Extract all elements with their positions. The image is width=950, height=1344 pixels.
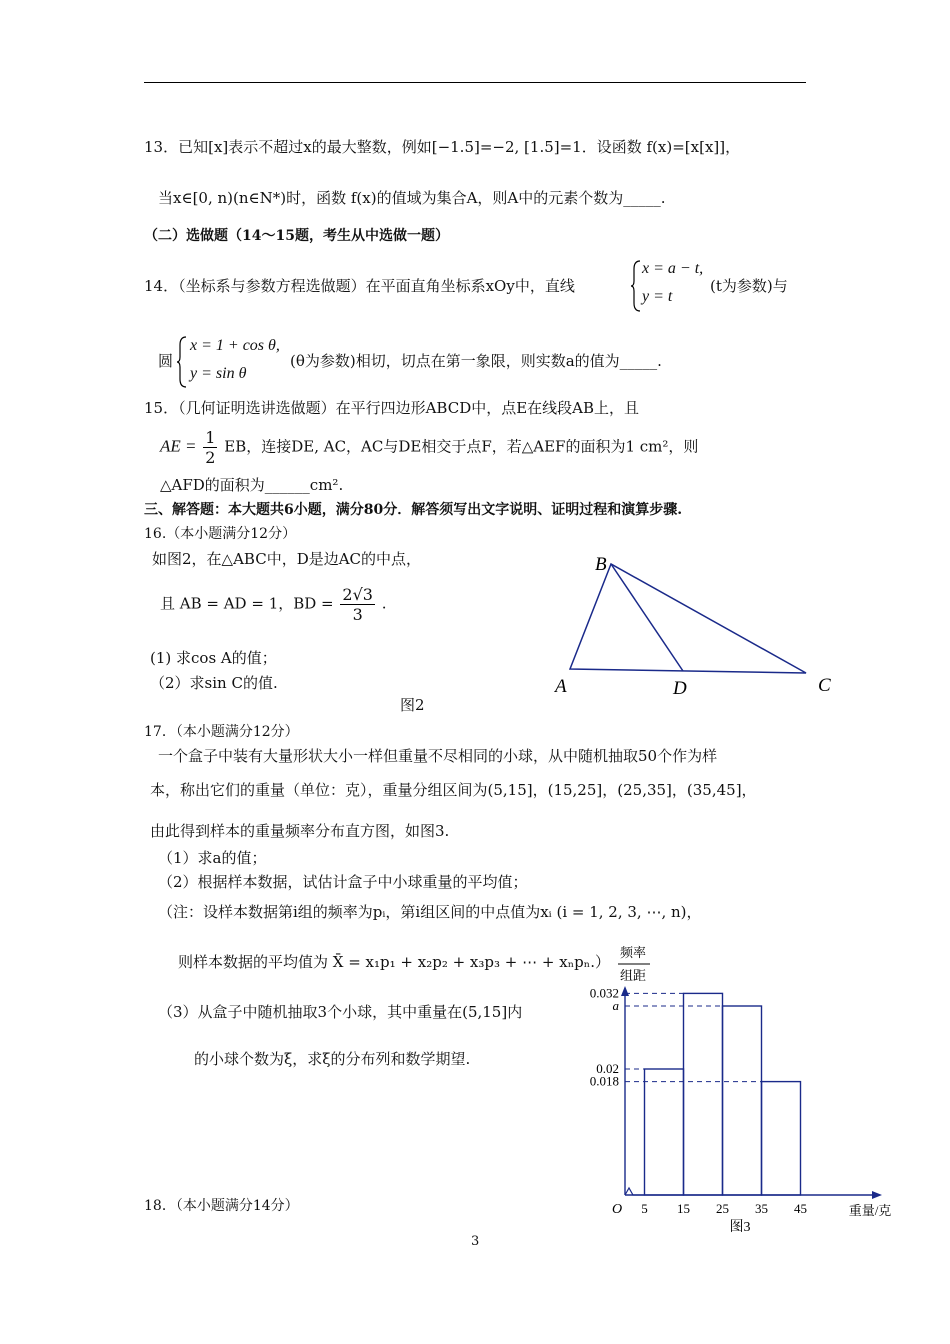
q17-part1: （1）求a的值； [158, 849, 267, 867]
q17-part2: （2）根据样本数据，试估计盒子中小球重量的平均值； [158, 873, 528, 891]
point-label-a: A [555, 676, 567, 697]
histogram-x-tick-5: 45 [794, 1201, 807, 1216]
histogram-y-tick-1: 0.032 [589, 985, 619, 1001]
q17-part3: （3）从盒子中随机抽取3个小球，其中重量在(5,15]内 [158, 1003, 523, 1021]
page-number: 3 [471, 1234, 480, 1249]
q15-fraction [203, 428, 217, 467]
triangle-figure [540, 545, 840, 705]
q13-line1: 13．已知[x]表示不超过x的最大整数，例如[−1.5]=−2, [1.5]=1．设函数 f(x)=[x[x]]， [144, 138, 741, 156]
segment-bd [611, 564, 683, 671]
histogram-bar-3 [723, 1006, 762, 1195]
point-label-c: C [818, 675, 831, 696]
q15-line3: △AFD的面积为______cm². [160, 476, 344, 494]
q16-line2-b: . [381, 594, 387, 613]
q16-line2-a: 且 AB = AD = 1，BD = [160, 594, 334, 613]
q16-figure-caption: 图2 [400, 696, 425, 714]
q18-head: 18．（本小题满分14分） [144, 1198, 299, 1214]
q14-line1-prefix: 14．（坐标系与参数方程选做题）在平面直角坐标系xOy中，直线 [144, 277, 575, 295]
histogram-y-tick-3: 0.02 [596, 1061, 619, 1076]
q16-part2: （2）求sin C的值. [150, 674, 278, 692]
histogram-y-tick-4: 0.018 [589, 1073, 619, 1089]
histogram-x-tick-3: 25 [716, 1201, 729, 1216]
q15-line2 [160, 428, 698, 467]
histogram-x-tick-2: 15 [677, 1201, 690, 1216]
histogram-origin-label: O [611, 1202, 623, 1217]
histogram-x-tick-4: 35 [755, 1201, 768, 1216]
q15-line1: 15．（几何证明选讲选做题）在平行四边形ABCD中，点E在线段AB上，且 [144, 399, 640, 417]
q14-line-eq2: y = t [642, 288, 673, 305]
point-label-d: D [673, 678, 687, 699]
histogram-x-arrow [872, 1191, 882, 1199]
q14-line1-suffix: (t为参数)与 [710, 277, 788, 295]
q15-line2-rest: EB，连接DE, AC，AC与DE相交于点F，若△AEF的面积为1 cm²，则 [224, 437, 699, 456]
histogram-figure [560, 940, 910, 1240]
histogram-y-tick-2: a [612, 998, 619, 1013]
q14-line2-prefix: 圆 [158, 352, 174, 370]
histogram-caption: 图3 [729, 1220, 751, 1235]
q16-line2 [160, 585, 387, 624]
header-rule [144, 82, 806, 83]
q15-frac-num: 1 [205, 428, 216, 447]
histogram-y-arrow [621, 986, 629, 996]
q14-line-brace [630, 259, 642, 313]
section-answer-heading: 三、解答题：本大题共6小题，满分80分．解答须写出文字说明、证明过程和演算步骤. [144, 502, 683, 518]
q16-fraction [340, 585, 375, 624]
q15-ae-label: AE = [160, 436, 197, 456]
q14-line-eq1: x = a − t, [642, 260, 704, 277]
q13-line2: 当x∈[0, n)(n∈N*)时，函数 f(x)的值域为集合A，则A中的元素个数为_____. [158, 189, 666, 207]
histogram-x-tick-1: 5 [641, 1201, 648, 1216]
histogram-ylabel-top: 频率 [619, 945, 647, 960]
histogram-x-label: 重量/克 [848, 1203, 892, 1218]
histogram-bar-2 [684, 993, 723, 1195]
q17-head: 17．（本小题满分12分） [144, 724, 299, 740]
histogram-ylabel-bottom: 组距 [619, 968, 647, 983]
q17-line1: 一个盒子中装有大量形状大小一样但重量不尽相同的小球，从中随机抽取50个作为样 [158, 747, 718, 765]
q14-circle-eq1: x = 1 + cos θ, [190, 337, 280, 354]
q17-line2: 本，称出它们的重量（单位：克），重量分组区间为(5,15]，(15,25]，(25,35]，(35,45]， [150, 781, 757, 799]
q14-line2-suffix: (θ为参数)相切，切点在第一象限，则实数a的值为_____. [290, 352, 662, 370]
section-optional-heading: （二）选做题（14～15题，考生从中选做一题） [144, 228, 449, 244]
q17-part3b: 的小球个数为ξ，求ξ的分布列和数学期望. [194, 1050, 471, 1068]
q16-line1: 如图2，在△ABC中，D是边AC的中点， [152, 550, 422, 568]
q16-frac-den: 3 [352, 605, 363, 625]
q16-part1: (1) 求cos A的值； [150, 649, 277, 667]
q16-frac-num: 2√3 [342, 585, 373, 604]
histogram-bar-4 [762, 1082, 801, 1195]
q16-head: 16.（本小题满分12分） [144, 526, 297, 542]
q14-circle-brace [176, 335, 188, 389]
histogram-bar-1 [645, 1069, 684, 1195]
point-label-b: B [595, 554, 607, 575]
q17-note1: （注：设样本数据第i组的频率为pᵢ，第i组区间的中点值为xᵢ (i = 1, 2, 3, ⋯, n)， [158, 903, 702, 921]
q14-circle-eq2: y = sin θ [190, 365, 247, 382]
triangle-abc [570, 564, 806, 673]
q17-line3: 由此得到样本的重量频率分布直方图，如图3. [150, 822, 450, 840]
q17-note2: 则样本数据的平均值为 X̄ = x₁p₁ + x₂p₂ + x₃p₃ + ⋯ + xₙpₙ.） [178, 953, 611, 971]
q15-frac-den: 2 [205, 448, 216, 468]
histogram-axis-break [625, 1188, 645, 1195]
